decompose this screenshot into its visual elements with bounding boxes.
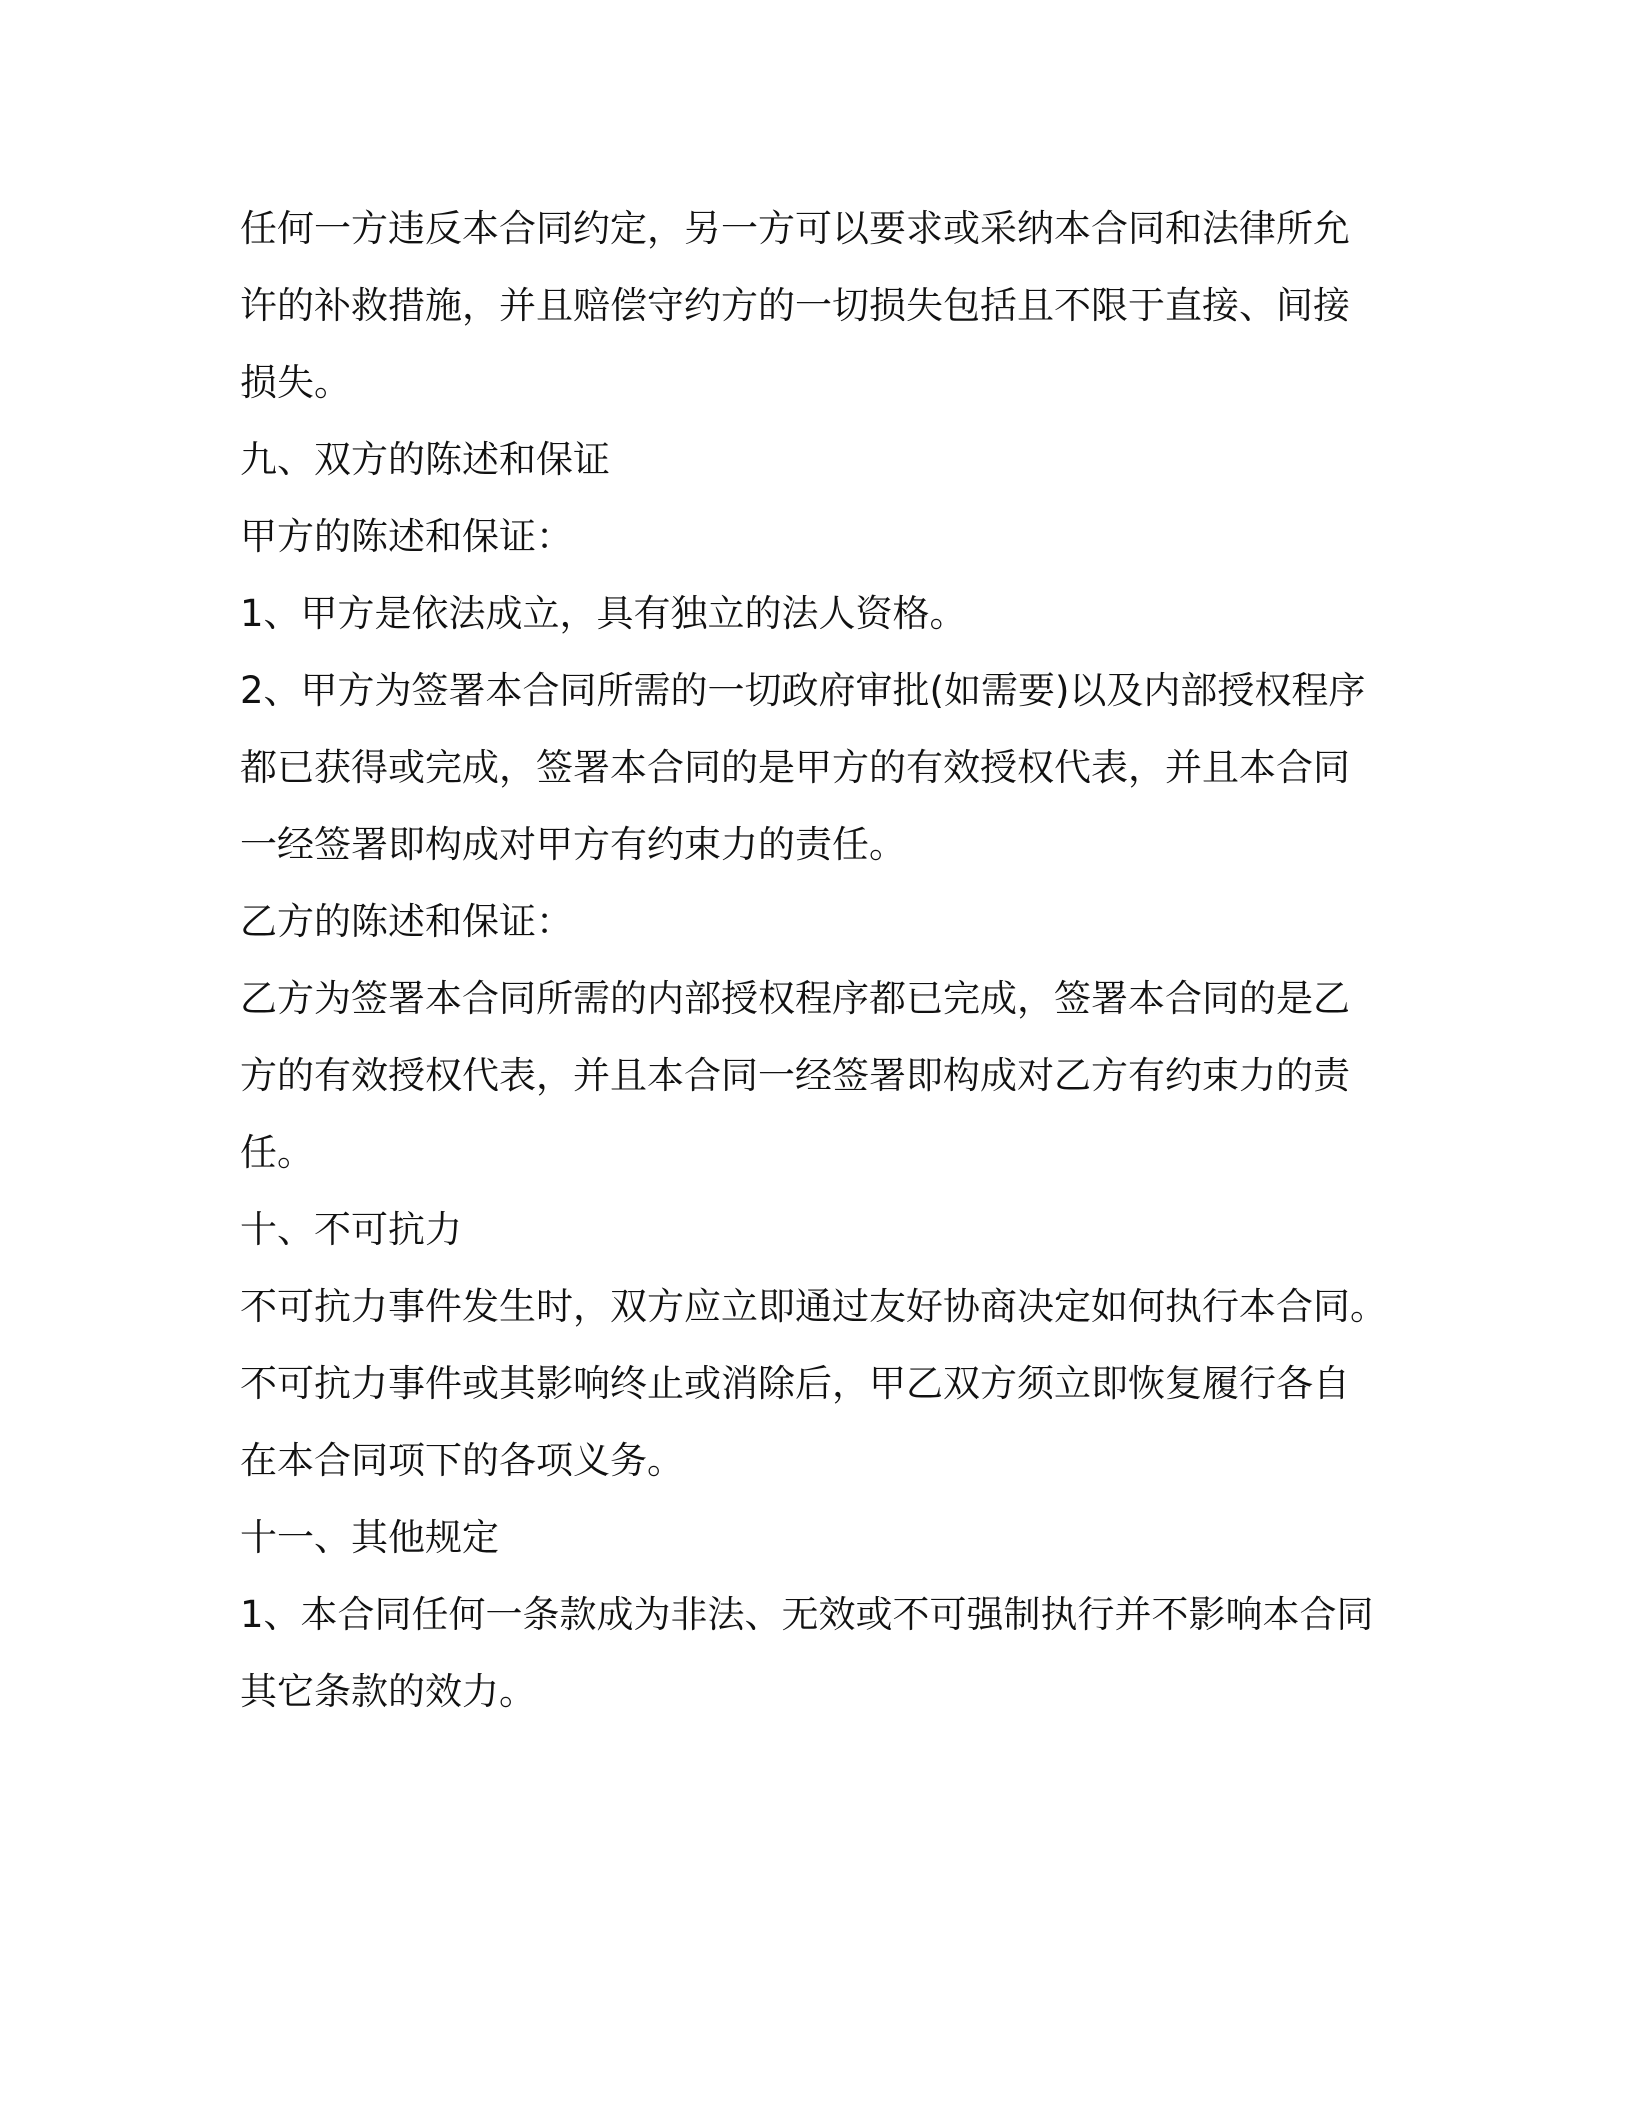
paragraph-breach-remedy — [240, 190, 1390, 421]
subheading-party-b — [240, 883, 1390, 960]
clause-a-1 — [240, 575, 1390, 652]
text-line: 许的补救措施，并且赔偿守约方的一切损失包括且不限于直接、间接 — [240, 284, 1350, 327]
document-body — [240, 190, 1390, 1730]
heading-text: 十一、其他规定 — [240, 1516, 499, 1559]
text-line: 都已获得或完成，签署本合同的是甲方的有效授权代表，并且本合同 — [240, 746, 1350, 789]
text-line: 方的有效授权代表，并且本合同一经签署即构成对乙方有约束力的责 — [240, 1054, 1350, 1097]
clause-a-2 — [240, 652, 1390, 883]
text-line: 1、本合同任何一条款成为非法、无效或不可强制执行并不影响本合同 — [240, 1593, 1374, 1636]
text-line: 2、甲方为签署本合同所需的一切政府审批(如需要)以及内部授权程序 — [240, 669, 1366, 712]
text-line: 一经签署即构成对甲方有约束力的责任。 — [240, 823, 906, 866]
text-line: 乙方为签署本合同所需的内部授权程序都已完成，签署本合同的是乙 — [240, 977, 1350, 1020]
section-heading-11 — [240, 1499, 1390, 1576]
clause-force-majeure-2 — [240, 1345, 1390, 1499]
heading-text: 十、不可抗力 — [240, 1208, 462, 1251]
subheading-text: 乙方的陈述和保证： — [240, 900, 573, 943]
section-heading-10 — [240, 1191, 1390, 1268]
text-line: 在本合同项下的各项义务。 — [240, 1439, 684, 1482]
text-line: 不可抗力事件发生时，双方应立即通过友好协商决定如何执行本合同。 — [240, 1285, 1387, 1328]
text-line: 任何一方违反本合同约定，另一方可以要求或采纳本合同和法律所允 — [240, 207, 1350, 250]
section-heading-9 — [240, 421, 1390, 498]
text-line: 不可抗力事件或其影响终止或消除后，甲乙双方须立即恢复履行各自 — [240, 1362, 1350, 1405]
heading-text: 九、双方的陈述和保证 — [240, 438, 610, 481]
clause-force-majeure-1 — [240, 1268, 1390, 1345]
subheading-party-a — [240, 498, 1390, 575]
text-line: 1、甲方是依法成立，具有独立的法人资格。 — [240, 592, 967, 635]
text-line: 任。 — [240, 1131, 314, 1174]
text-line: 其它条款的效力。 — [240, 1670, 536, 1713]
text-line: 损失。 — [240, 361, 351, 404]
clause-other-1 — [240, 1576, 1390, 1730]
subheading-text: 甲方的陈述和保证： — [240, 515, 573, 558]
clause-b — [240, 960, 1390, 1191]
